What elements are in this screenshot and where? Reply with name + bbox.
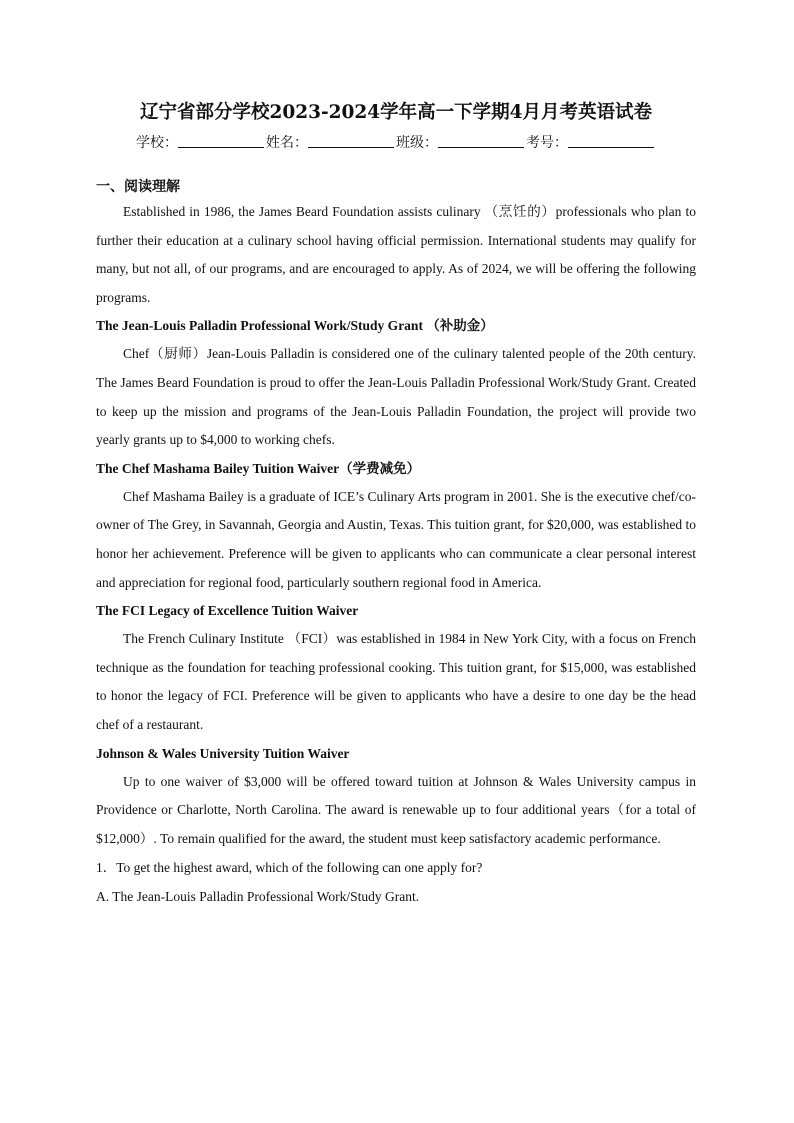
program-body-fci: The French Culinary Institute （FCI）was established in 1984 in New York City, with a focus on French technique as the foundation for teaching professional cooking. This tuition grant, for $15,000, was established to honor the legacy of FCI. Preference will be given to applicants who have a desire to one day be the head chef of a restaurant. (96, 631, 696, 732)
program-heading-bailey: The Chef Mashama Bailey Tuition Waiver（学费减免） (96, 460, 421, 476)
question-1: 1．To get the highest award, which of the following can one apply for? (96, 860, 483, 876)
exam-page (96, 98, 696, 912)
school-blank[interactable] (178, 133, 264, 148)
number-label: 考号： (526, 135, 568, 151)
class-label: 班级： (396, 135, 438, 151)
intro-paragraph: Established in 1986, the James Beard Foundation assists culinary （烹饪的）professionals who plan to further their education at a culinary school having official permission. International students may qualify for many, but not all, of our programs, and are encouraged to apply. As of 2024, we will be offering the following programs. (96, 204, 696, 305)
program-body-jwu: Up to one waiver of $3,000 will be offered toward tuition at Johnson & Wales University campus in Providence or Charlotte, North Carolina. The award is renewable up to four additional years（for a total of $12,000）. To remain qualified for the award, the student must keep satisfactory academic performance. (96, 773, 696, 846)
student-info-fields (96, 130, 696, 156)
program-heading-palladin: The Jean-Louis Palladin Professional Work/Study Grant （补助金） (96, 318, 494, 334)
program-body-palladin: Chef（厨师）Jean-Louis Palladin is considered one of the culinary talented people of the 20th century. The James Beard Foundation is proud to offer the Jean-Louis Palladin Professional Work/Study Grant. Created to keep up the mission and programs of the Jean-Louis Palladin Foundation, the project will provide two yearly grants up to $4,000 to working chefs. (96, 346, 696, 448)
program-body-bailey: Chef Mashama Bailey is a graduate of ICE’s Culinary Arts program in 2001. She is the executive chef/co-owner of The Grey, in Savannah, Georgia and Austin, Texas. This tuition grant, for $20,000, was established to honor her achievement. Preference will be given to applicants who can communicate a clear personal interest and appreciation for regional food, particularly southern regional food in America. (96, 488, 696, 590)
question-1-option-a[interactable]: A. The Jean-Louis Palladin Professional Work/Study Grant. (96, 889, 420, 905)
program-heading-jwu: Johnson & Wales University Tuition Waiver (96, 745, 350, 761)
exam-title: 辽宁省部分学校2023-2024学年高一下学期4月月考英语试卷 (139, 102, 653, 123)
program-heading-fci: The FCI Legacy of Excellence Tuition Waiver (96, 603, 359, 619)
number-blank[interactable] (568, 133, 654, 148)
section-heading: 一、阅读理解 (96, 179, 180, 195)
school-label: 学校： (136, 135, 178, 151)
name-label: 姓名： (266, 135, 308, 151)
class-blank[interactable] (438, 133, 524, 148)
name-blank[interactable] (308, 133, 394, 148)
